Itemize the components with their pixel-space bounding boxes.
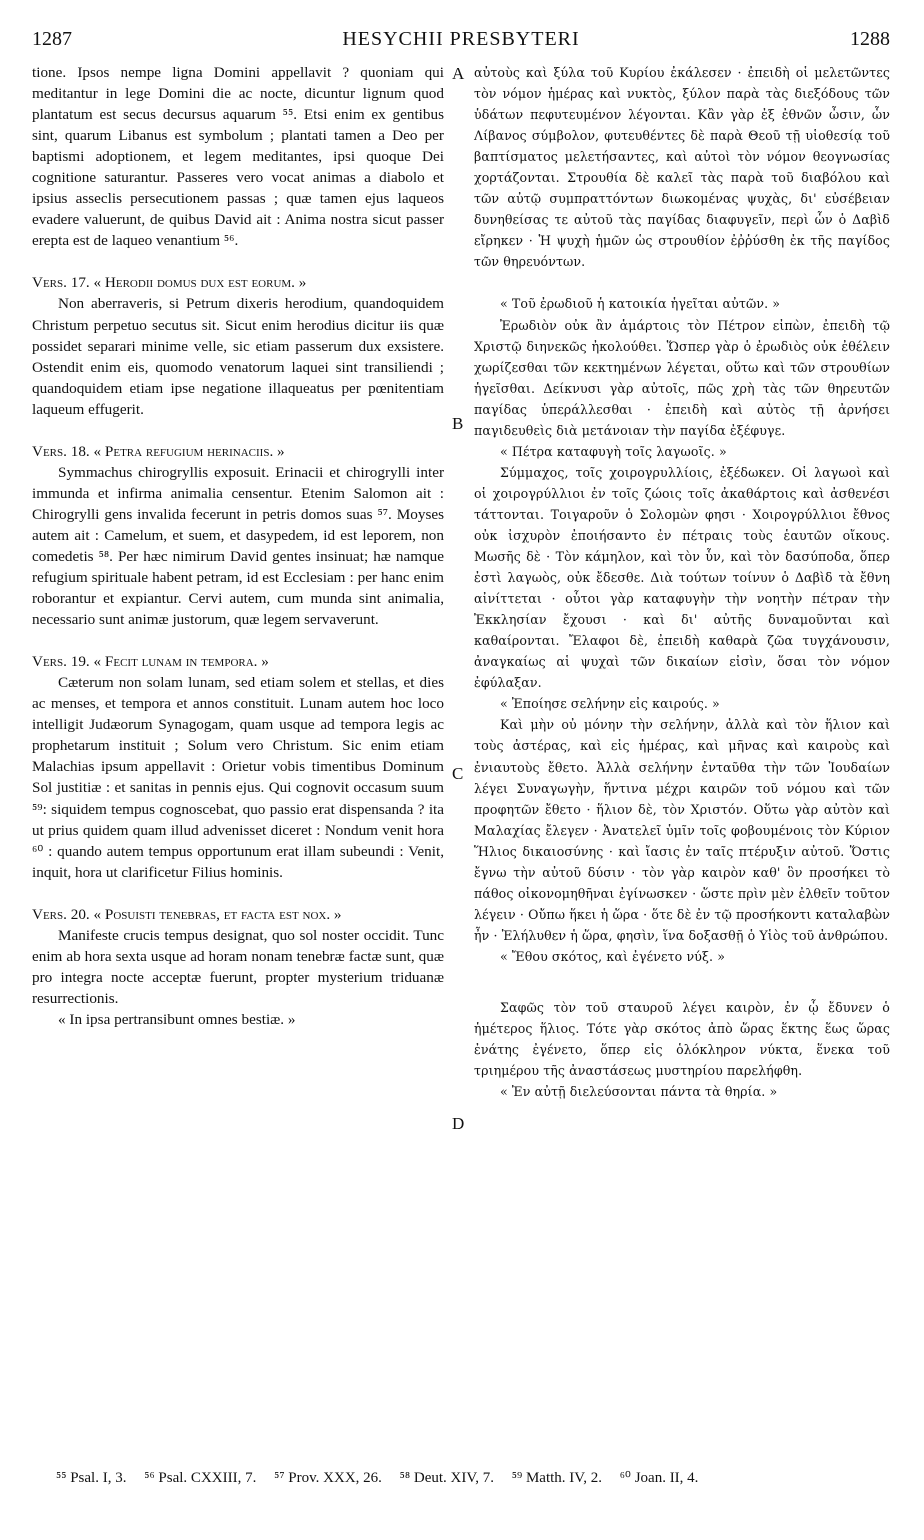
greek-paragraph: αὐτοὺς καὶ ξύλα τοῦ Κυρίου ἐκάλεσεν · ἐπειδὴ οἱ μελετῶντες τὸν νόμον ἡμέρας καὶ νυκτὸς, ξύλον παρὰ τὰς διεξόδους τῶν ὑδάτων πεφυτευμένον λέγονται. Κἂν γὰρ ἐξ ἐθνῶν ὦσιν, ὧν Λίβανος σύμβολον, φυτευθέντες δὲ παρὰ Θεοῦ τῇ υἱοθεσίᾳ τοῦ βαπτίσματος μελετήσαντες, καὶ αὐτοὶ τὸν νόμον θεογνωσίας χορτάζονται. Στρουθία δὲ καλεῖ τὰς παρὰ τοῦ διαβόλου καὶ τῶν αὐτῷ συμπραττόντων διωκομένας ψυχὰς, δι' εὐσέβειαν δυνηθείσας τε αὐτοῦ τὰς παγίδας διαφυγεῖν, περὶ ὧν ὁ Δαβὶδ εἴρηκεν · Ἡ ψυχὴ ἡμῶν ὡς στρουθίον ἐῤῥύσθη ἐκ τῆς παγίδος τῶν θηρευόντων. xyxy=(474,65,890,270)
footnote: ⁵⁷ Prov. XXX, 26. xyxy=(274,1470,382,1486)
latin-verse-heading: Vers. 20. « Posuisti tenebras, et facta est nox. » xyxy=(32,905,342,923)
latin-paragraph: Manifeste crucis tempus designat, quo sol noster occidit. Tunc enim ab hora sexta usque ad horam nonam tenebræ factæ sunt, quæ pro integra nocte acceptæ fuerunt, propter mysterium triduanæ resurrectionis. xyxy=(32,926,444,1007)
greek-verse-heading: « Ἐποίησε σελήνην εἰς καιρούς. » xyxy=(500,696,720,712)
greek-verse-heading: « Τοῦ ἐρωδιοῦ ἡ κατοικία ἡγεῖται αὐτῶν. » xyxy=(500,296,781,312)
latin-verse-heading: Vers. 18. « Petra refugium herinaciis. » xyxy=(32,442,285,460)
running-header xyxy=(32,28,890,58)
greek-verse-heading: « Ἐν αὐτῇ διελεύσονται πάντα τὰ θηρία. » xyxy=(500,1084,778,1100)
latin-paragraph: Symmachus chirogryllis exposuit. Erinacii et chirogrylli inter immunda et infirma animalia censentur. Etenim Salomon ait : Chirogrylli gens invalida fecerunt in petris domos suas ⁵⁷. Moyses autem ait : Camelum, et suem, et dasypedem, id est leporem, non comedetis ⁵⁸. Per hæc nimirum David gentes insinuat; hæ namque refugium spirituale habent petram, id est Ecclesiam : per hanc enim roborantur et expiantur. Cervi autem, cum munda sint animalia, necessario sunt animæ justorum, quæ legem servaverunt. xyxy=(32,463,444,629)
page-number-right: 1288 xyxy=(850,28,890,50)
footnote: ⁶⁰ Joan. II, 4. xyxy=(619,1470,699,1486)
margin-marker-a: A xyxy=(452,64,465,83)
margin-marker-b: B xyxy=(452,414,464,433)
greek-paragraph: Ἐρωδιὸν οὐκ ἂν ἁμάρτοις τὸν Πέτρον εἰπὼν, ἐπειδὴ τῷ Χριστῷ διηνεκῶς ἠκολούθει. Ὥσπερ γὰρ ὁ ἐρωδιὸς οὐκ ἐθέλειν χωρίζεσθαι τῶν κεκτημένων λέγεται, οὕτω καὶ τῶν στρουθίων ἡγεῖσθαι. Δείκνυσι γὰρ αὐτοῖς, πῶς χρὴ τὰς τῶν θηρευτῶν παγίδας ὑπεράλλεσθαι · ἐπειδὴ καὶ αὐτὸς τῇ ἀρνήσει παγιδευθεὶς διὰ μετάνοιαν τὴν παγίδα ἐξέφυγε. xyxy=(474,317,890,438)
margin-marker-d: D xyxy=(452,1114,465,1133)
latin-paragraph: Non aberraveris, si Petrum dixeris herodium, quandoquidem Christum perpetuo secutus sit. Sicut enim herodius dicitur iis quæ possidet separari minime velle, sic etiam passerum dux exsistere. Ostendit enim eis, quomodo venatorum laquei sint transiliendi ; quandoquidem etiam ipse negatione illaqueatus per pœnitentiam laqueum effugerit. xyxy=(32,295,444,418)
latin-column xyxy=(32,62,444,1030)
footnote: ⁵⁹ Matth. IV, 2. xyxy=(511,1470,602,1486)
margin-marker-c: C xyxy=(452,764,464,783)
footnote: ⁵⁶ Psal. CXXIII, 7. xyxy=(144,1470,257,1486)
latin-paragraph: Cæterum non solam lunam, sed etiam solem et stellas, et dies ac menses, et tempora et annos constituit. Lunam autem hoc loco intelligit Judæorum Synagogam, quam usque ad tempora legis ac prophetarum instituit ; Solum vero Christum. Sic enim etiam Malachias ipsum appellavit : Orietur vobis timentibus Dominum Sol justitiæ : et sanitas in pennis ejus. Qui cognovit occasum suum ⁵⁹: siquidem tempus cognoscebat, quo passio erat dispensanda ? ita ut prius quidem quam illud advenisset diceret : Nondum venit hora ⁶⁰ : quando autem tempus opportunum erat illam subeundi : Venit, inquit, hora ut clarificetur Filius hominis. xyxy=(32,674,444,881)
greek-paragraph: Σύμμαχος, τοῖς χοιρογρυλλίοις, ἐξέδωκεν. Οἱ λαγωοὶ καὶ οἱ χοιρογρύλλιοι ἐν τοῖς ζώοις τοῖς ἀκαθάρτοις καὶ ἀσθενέσι τάττονται. Τοιγαροῦν ὁ Σολομὼν φησι · Χοιρογρύλλιοι ἔθνος οὐκ ἰσχυρὸν ἐποιήσαντο ἐν πέτραις τοὺς ἑαυτῶν οἴκους. Μωσῆς δὲ · Τὸν κάμηλον, καὶ τὸν ὗν, καὶ τὸν δασύποδα, ὅπερ ἐστὶ λαγωὸς, οὐκ ἔδεσθε. Διὰ τούτων τοίνυν ὁ Δαβὶδ τὰ ἔθνη αἰνίττεται · οὗτοι γὰρ καταφυγὴν τὴν νοητὴν πέτραν τὴν Ἐκκλησίαν ἔχουσι · καὶ δι' αὐτῆς δυναμοῦνται καὶ καθαίρονται. Ἔλαφοι δὲ, ἐπειδὴ καθαρὰ ζῶα τυγχάνουσιν, ἀναγκαίως αἱ ψυχαὶ τῶν δικαίων εἰσὶν, ὅσαι τὸν νόμον ἐφύλαξαν. xyxy=(474,464,890,691)
page-number-left: 1287 xyxy=(32,28,72,50)
running-title: HESYCHII PRESBYTERI xyxy=(342,28,580,50)
latin-paragraph: tione. Ipsos nempe ligna Domini appellavit ? quoniam qui meditantur in lege Domini die ac nocte, dicuntur lignum quod plantatum est secus decursus aquarum ⁵⁵. Etsi enim ex gentibus sint, quarum Libanus est symbolum ; plantati tamen a Deo per baptismi adoptionem, et legem meditantes, ipsi quoque Dei cognitione saturantur. Passeres vero vocat animas a diabolo et ipsius asseclis persecutionem passas ; quæ tamen ejus laqueos evadere valuerunt, de quibus David ait : Anima nostra sicut passer erepta est de laqueo venantium ⁵⁶. xyxy=(32,64,444,250)
greek-column xyxy=(474,62,890,1102)
latin-verse-heading: Vers. 17. « Herodii domus dux est eorum. » xyxy=(32,274,307,292)
latin-verse-heading: « In ipsa pertransibunt omnes bestiæ. » xyxy=(58,1010,296,1028)
greek-paragraph: Σαφῶς τὸν τοῦ σταυροῦ λέγει καιρὸν, ἐν ᾧ ἔδυνεν ὁ ἡμέτερος ἥλιος. Τότε γὰρ σκότος ἀπὸ ὥρας ἕκτης ἕως ὥρας ἐνάτης ἐγένετο, ὅπερ εἰς ὁλόκληρον νύκτα, ἕνεκα τοῦ τριημέρου τῆς ἀναστάσεως μυστηρίου παρελήφθη. xyxy=(474,999,890,1079)
latin-verse-heading: Vers. 19. « Fecit lunam in tempora. » xyxy=(32,653,269,671)
greek-verse-heading: « Ἔθου σκότος, καὶ ἐγένετο νύξ. » xyxy=(500,948,726,964)
footnote: ⁵⁸ Deut. XIV, 7. xyxy=(399,1470,495,1486)
greek-paragraph: Καὶ μὴν οὐ μόνην τὴν σελήνην, ἀλλὰ καὶ τὸν ἥλιον καὶ τοὺς ἀστέρας, καὶ εἰς ἡμέρας, καὶ μῆνας καὶ καιροὺς καὶ ἐνιαυτοὺς ἔθετο. Ἀλλὰ σελήνην ἐνταῦθα τὴν τῶν Ἰουδαίων λέγει Συναγωγὴν, ἥντινα μέχρι καιρῶν τοῦ νόμου καὶ τῶν προφητῶν ἔθετο · ἥλιον δὲ, τὸν Χριστόν. Οὕτω γὰρ αὐτὸν καὶ Μαλαχίας ἔλεγεν · Ἀνατελεῖ ὑμῖν τοῖς φοβουμένοις τὸν Κύριον Ἥλιος δικαιοσύνης · καὶ ἴασις ἐν ταῖς πτέρυξιν αὐτοῦ. Ὅστις ἔγνω τὴν αὐτοῦ δύσιν · τὸν γὰρ καιρὸν καθ' ὃν προσήκει τὸ πάθος οἰκονομηθῆναι ἐγίνωσκεν · ὥστε πρὶν μὲν ἐλθεῖν τοῦτον λέγειν · Οὔπω ἥκει ἡ ὥρα · ὅτε δὲ ἐν τῷ προσήκοντι καταλαβὼν ἦν · Ἐλήλυθεν ἡ ὥρα, φησὶν, ἵνα δοξασθῇ ὁ Υἱὸς τοῦ ἀνθρώπου. xyxy=(474,717,890,943)
greek-verse-heading: « Πέτρα καταφυγὴ τοῖς λαγωοῖς. » xyxy=(500,443,727,459)
footnote: ⁵⁵ Psal. I, 3. xyxy=(56,1470,127,1486)
footnotes xyxy=(56,1468,890,1487)
